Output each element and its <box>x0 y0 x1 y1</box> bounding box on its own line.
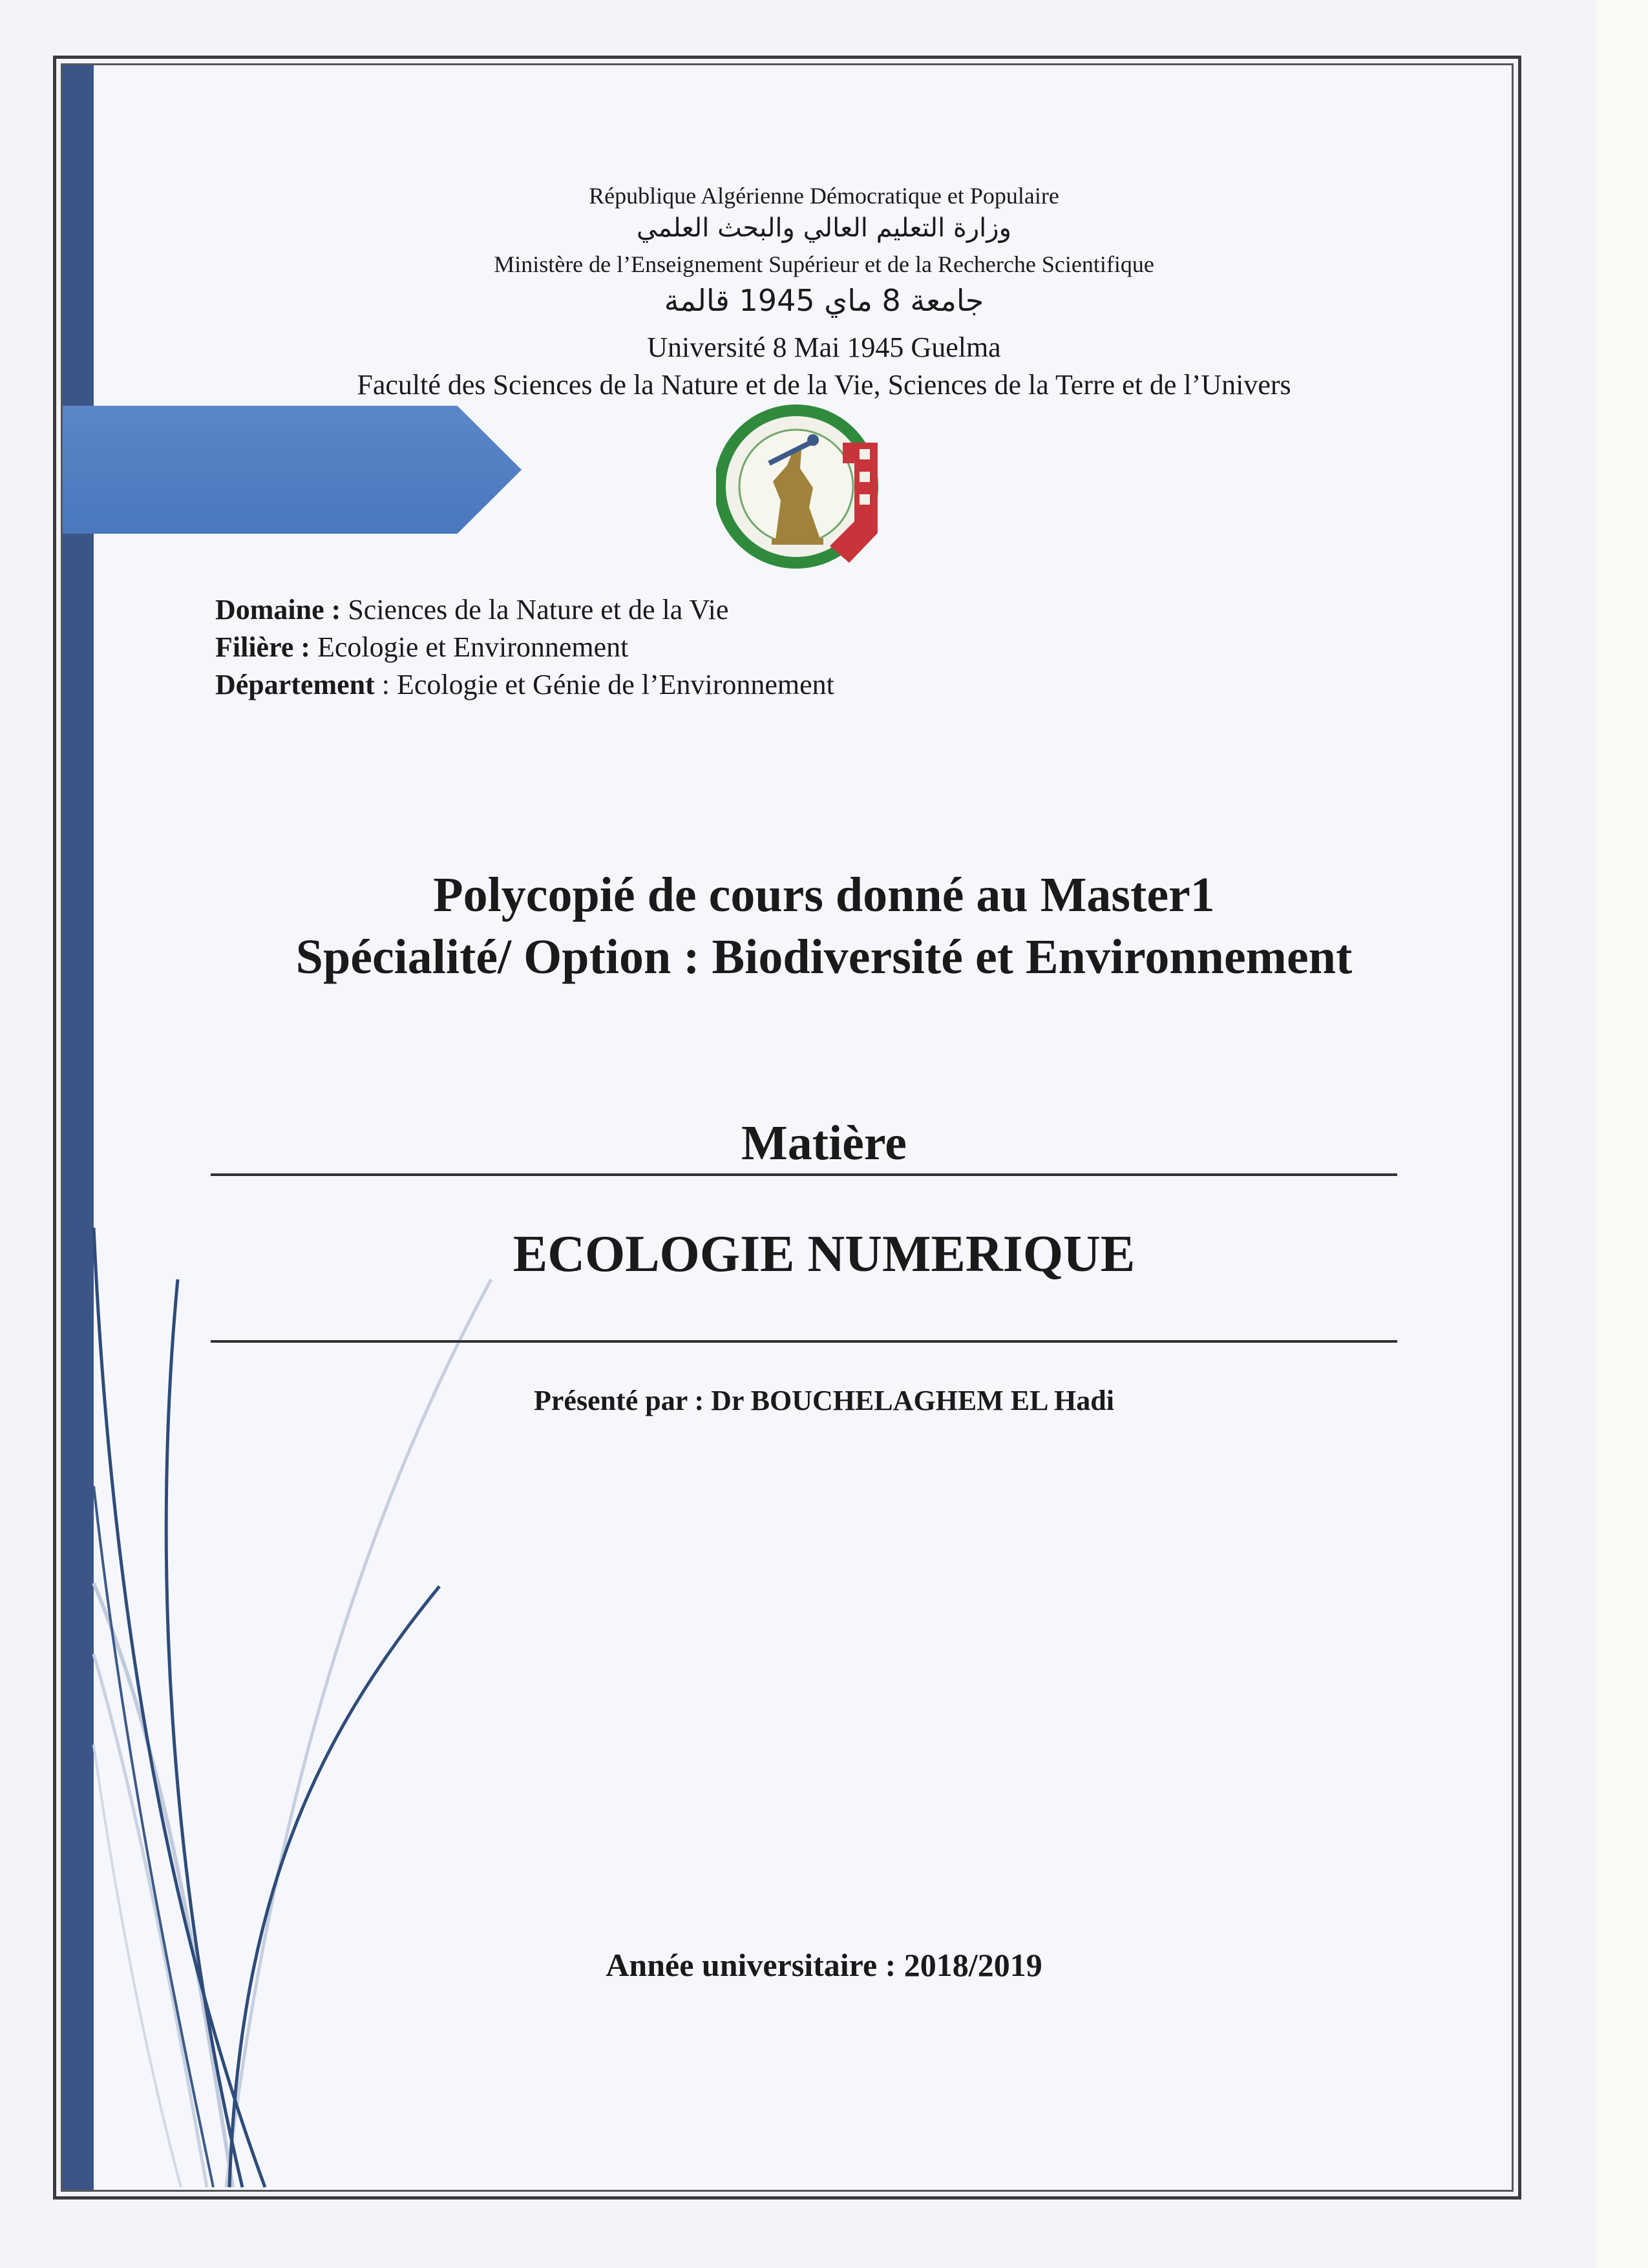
divider-top <box>211 1173 1397 1176</box>
domaine-field <box>215 593 728 626</box>
blue-arrow-ribbon <box>63 406 522 534</box>
faculty-line: Faculté des Sciences de la Nature et de la Vie, Sciences de la Terre et de l’Univers <box>357 369 1291 401</box>
university-seal-icon <box>716 404 892 571</box>
subject-title: ECOLOGIE NUMERIQUE <box>512 1226 1136 1283</box>
ministry-arabic: وزارة التعليم العالي والبحث العلمي <box>637 213 1011 243</box>
filiere-value: Ecologie et Environnement <box>310 631 629 663</box>
divider-bottom <box>211 1340 1397 1343</box>
ministry-french: Ministère de l’Enseignement Supérieur et de la Recherche Scientifique <box>494 251 1154 277</box>
departement-label: Département <box>215 669 375 700</box>
university-french: Université 8 Mai 1945 Guelma <box>647 331 1001 363</box>
university-arabic: جامعة 8 ماي 1945 قالمة <box>664 283 984 318</box>
republic-line: République Algérienne Démocratique et Populaire <box>589 183 1059 209</box>
course-title-line1: Polycopié de cours donné au Master1 <box>433 868 1215 922</box>
academic-year: Année universitaire : 2018/2019 <box>606 1947 1042 1983</box>
presented-by: Présenté par : Dr BOUCHELAGHEM EL Hadi <box>534 1385 1114 1416</box>
course-title-line2: Spécialité/ Option : Biodiversité et Environnement <box>295 930 1353 984</box>
filiere-label: Filière : <box>215 631 310 663</box>
departement-field <box>215 668 834 701</box>
domaine-value: Sciences de la Nature et de la Vie <box>341 594 729 625</box>
departement-value: : Ecologie et Génie de l’Environnement <box>374 669 834 700</box>
filiere-field <box>215 631 628 664</box>
subject-label: Matière <box>741 1116 907 1170</box>
domaine-label: Domaine : <box>215 594 341 625</box>
